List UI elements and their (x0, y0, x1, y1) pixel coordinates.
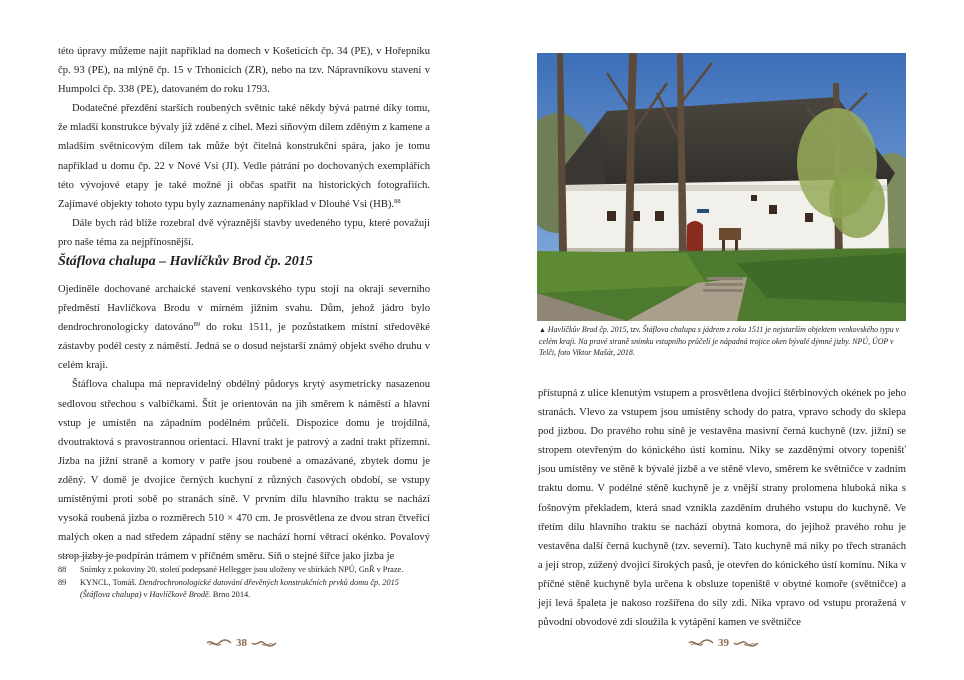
paragraph-5: Štáflova chalupa má nepravidelný obdélný půdorys krytý asymetricky nasazenou sedlovou střechou s valbičkami. Štít je orientován na jih směrem k náměstí a hlavní vstup je umístěn na západním podélném průčelí. Dispozice domu je trojdílná, dvoutraktová s pravostrannou orientací. Hlavní trakt je patrový a zadní trakt přízemní. Jizba na jižní straně a komory v patře jsou roubené a omazávané, zbytek domu je zděný. V domě je dvojice černých kuchyní z různých časových období, se vstupy umístěnými proti sobě po stranách síně. V prvním dílu hlavního traktu se nachází vysoká roubená jizba o rozměrech 510 × 470 cm. Je prosvětlena ze dvou stran čtveřicí malých oken a nad středem západní stěny se nachází horní větrací okénko. Povalový strop jizby je podpírán trámem v příčném směru. Síň o stejné šířce jako jizba je (58, 379, 430, 563)
footnote-89 (58, 577, 430, 602)
footnote-text: Snímky z pokoviny 20. století podepsané Hellegger jsou uloženy ve sbírkách NPÚ, GnŘ v Praze. (80, 565, 404, 574)
page-number: 39 (718, 637, 729, 649)
page-number: 38 (236, 637, 247, 649)
page-number-right (688, 636, 759, 650)
footnote-88 (58, 564, 430, 577)
footnote-text: KYNCL, Tomáš. Dendrochronologické datování dřevěných konstrukčních prvků domu čp. 2015 (Štáflova chalupa) v Havlíčkově Brodě. Brno 2014. (80, 577, 399, 600)
paragraph-4: Ojediněle dochované archaické stavení venkovského typu stojí na okraji severního předměstí Havlíčkova Brodu v mírném jižním svahu. Dům, jehož jádro bylo dendrochronologicky datováno$^{89}$ do roku 1511, je pozůstatkem místní středověké zástavby podél cesty z náměstí. Jedná se o dosud nejstarší známý objekt svého druhu v celém kraji. (58, 284, 431, 372)
ornament-left-icon (206, 638, 232, 648)
ornament-left-icon (688, 638, 714, 648)
paragraph-2: Dodatečné přezdění starších roubených světnic také někdy bývá patrné díky tomu, že mladší konstrukce bývaly již zděné z cihel. Mezi síňovým dílem zděným z kamene a mladším světnicovým dílem tak může být čitelná konstrukční spára, jako je tomu například u domu čp. 22 v Nové Vsi (JI). Vedle pátrání po dochovaných exemplářích této vývojové etapy je také možné ji občas spatřit na historických fotografiích. Zajímavé objekty tohoto typu byly zaznamenány například v Dlouhé Vsi (HB).$^{88}$ (58, 103, 430, 210)
paragraph-continued: této úpravy můžeme najít například na domech v Košeticích čp. 34 (PE), v Hořepníku čp. 93 (PE), na mlýně čp. 15 v Trhonicích (ZR), nebo na tzv. Nápravníkovu stavení v Humpolci čp. 338 (PE), datovaném do roku 1793. (58, 46, 430, 96)
right-page (482, 0, 964, 680)
caption-marker-icon: ▲ (539, 326, 546, 334)
footnote-ref-89[interactable]: 89 (193, 321, 201, 329)
house-photo (537, 53, 906, 321)
footnote-ref-88[interactable]: 88 (394, 197, 401, 205)
page-number-left (206, 636, 277, 650)
footnotes (58, 564, 430, 602)
body-text-section (58, 280, 430, 566)
photo-caption (539, 324, 906, 358)
section-heading: Štáflova chalupa – Havlíčkův Brod čp. 2015 (58, 254, 313, 269)
ornament-right-icon (733, 638, 759, 648)
paragraph-continued-right: přístupná z ulice klenutým vstupem a prosvětlena dvojicí štěrbinových okének po jeho stranách. Vlevo za vstupem jsou umístěny schody do patra, vpravo schody do sklepa pod jizbou. Do pravého rohu síně je vestavěna masivní černá kuchyně (tzv. jižní) se stropem otevřeným do kónického ústí komínu. Niky se zazděnými otvory topenišť jsou umístěny ve stěně k bývalé jizbě a ve stěně vlevo, směrem ke světničce v zadním traktu domu. V podélné stěně kuchyně je z vnější strany prolomena hluboká nika s fošnovým překladem, která snad vznikla zazděním druhého vstupu do kuchyně. Ve třetím dílu hlavního traktu se nachází obytná komora, do jejíhož pravého rohu je vestavěna další černá kuchyně (tzv. severní). Tato kuchyně má niky po třech stranách a její strop, zúžený dvojicí širokých pasů, je otevřen do kónického ústí komínu. Nika v příčné stěně kuchyně byla určena k obsluze topeniště v obytné komoře (světničce) a její levá špaleta je nakoso rozšířena do síly zdi. Nika vpravo od vstupu proražená v původní obvodové zdi sloužila k vytápění kamen ve světničce (538, 388, 906, 629)
footnote-number: 89 (58, 577, 67, 587)
body-text-top (58, 42, 430, 252)
caption-text: Havlíčkův Brod čp. 2015, tzv. Štáflova chalupa s jádrem z roku 1511 je nejstarším objektem venkovského typu v celém kraji. Na pravé straně snímku vstupního průčelí je nápadná trojice oken bývalé dýmné jizby. NPÚ, ÚOP v Telči, foto Viktor Mašát, 2018. (539, 325, 900, 357)
ornament-right-icon (251, 638, 277, 648)
paragraph-3: Dále bych rád blíže rozebral dvě výraznější stavby uvedeného typu, které považuji pro naše téma za nejpřínosnější. (58, 217, 430, 248)
body-text-right (538, 384, 906, 632)
footnote-divider (58, 556, 128, 557)
footnote-number: 88 (58, 565, 67, 574)
